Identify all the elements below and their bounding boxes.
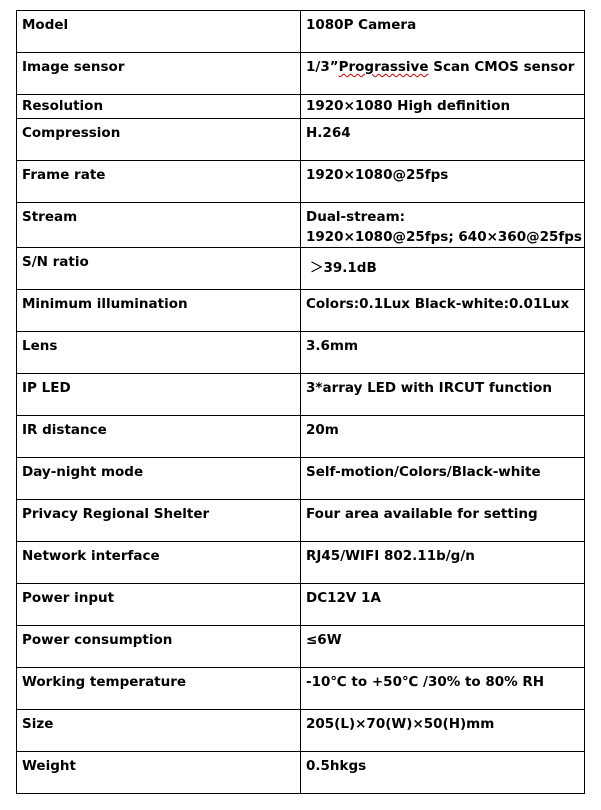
spec-value: Four area available for setting [301,500,585,542]
table-row [17,248,585,290]
spec-label: Power input [17,584,301,626]
spec-label: Privacy Regional Shelter [17,500,301,542]
spec-value: Self-motion/Colors/Black-white [301,458,585,500]
spec-label: Lens [17,332,301,374]
spec-value: ≤6W [301,626,585,668]
spec-label: Working temperature [17,668,301,710]
spec-label: Weight [17,752,301,794]
table-row [17,203,585,248]
spec-value: 0.5hkgs [301,752,585,794]
spec-table [16,10,585,794]
table-row [17,668,585,710]
spec-label: Minimum illumination [17,290,301,332]
spec-value: ＞39.1dB [301,248,585,290]
spec-label: Frame rate [17,161,301,203]
table-row [17,542,585,584]
spec-value: H.264 [301,119,585,161]
spec-label: Compression [17,119,301,161]
table-row [17,458,585,500]
spec-value: DC12V 1A [301,584,585,626]
spec-value: 1080P Camera [301,11,585,53]
spec-value: Dual-stream: 1920×1080@25fps; 640×360@25fps [301,203,585,248]
spec-label: IR distance [17,416,301,458]
table-row [17,500,585,542]
table-row [17,53,585,95]
table-row [17,416,585,458]
spec-value: 1920×1080@25fps [301,161,585,203]
spec-value: Colors:0.1Lux Black-white:0.01Lux [301,290,585,332]
spec-label: Image sensor [17,53,301,95]
spec-value: 1920×1080 High definition [301,95,585,119]
spec-label: IP LED [17,374,301,416]
spec-value: 205(L)×70(W)×50(H)mm [301,710,585,752]
table-row [17,584,585,626]
table-row [17,332,585,374]
spec-value: -10℃ to +50℃ /30% to 80% RH [301,668,585,710]
table-row [17,752,585,794]
spec-value: 3.6mm [301,332,585,374]
spec-label: Power consumption [17,626,301,668]
spec-label: Network interface [17,542,301,584]
spec-label: Model [17,11,301,53]
spec-value: 1/3”Prograssive Scan CMOS sensor [301,53,585,95]
table-row [17,119,585,161]
table-row [17,95,585,119]
spec-label: Day-night mode [17,458,301,500]
table-row [17,626,585,668]
table-row [17,11,585,53]
spec-label: S/N ratio [17,248,301,290]
spec-label: Size [17,710,301,752]
table-row [17,710,585,752]
spec-value: 20m [301,416,585,458]
table-row [17,290,585,332]
spec-label: Stream [17,203,301,248]
table-row [17,161,585,203]
spec-value: 3*array LED with IRCUT function [301,374,585,416]
spec-label: Resolution [17,95,301,119]
spellcheck-marked-word: Prograssive [338,59,429,75]
spec-value: RJ45/WIFI 802.11b/g/n [301,542,585,584]
table-row [17,374,585,416]
